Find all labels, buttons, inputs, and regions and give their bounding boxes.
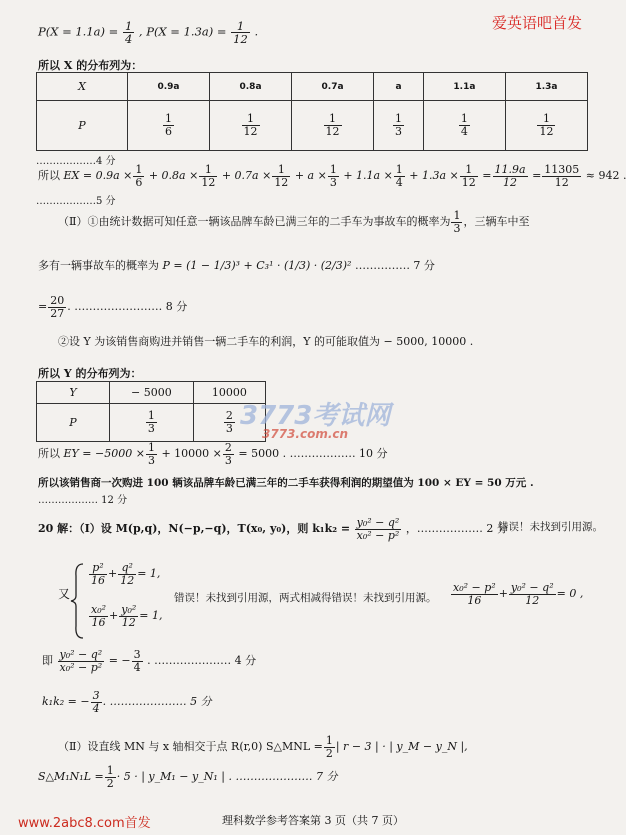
table-cell: − 5000 <box>110 382 194 404</box>
ji-line: 即 $\frac{\text{y₀² − q²}}{\text{x₀² − p²}}$ = − $\frac{3}{4}$ . ………………… 4 分 <box>42 648 257 674</box>
table-cell: 0.8a <box>210 73 292 101</box>
table-cell: $\frac{1}{4}$ <box>423 101 505 151</box>
table-row <box>37 101 588 151</box>
score-12: ……………… 12 分 <box>38 495 128 506</box>
table-cell: 0.7a <box>292 73 374 101</box>
table-cell: 1.1a <box>423 73 505 101</box>
table-cell: 0.9a <box>128 73 210 101</box>
part2-line-c: = $\frac{20}{27}$ . …………………… 8 分 <box>38 294 188 320</box>
conclusion-text: 所以该销售商一次购进 100 辆该品牌车龄已满三年的二手车获得利润的期望值为 100 × EY = 50 万元 . <box>38 477 534 489</box>
score-5: ………………5 分 <box>36 196 116 207</box>
table-row <box>37 73 588 101</box>
page-footer: 理科数学参考答案第 3 页（共 7 页） <box>222 814 404 827</box>
table2-caption: 所以 Y 的分布列为： <box>38 367 142 380</box>
table1-caption: 所以 X 的分布列为： <box>38 59 143 72</box>
watermark-logo: 3773考试网 <box>240 401 391 431</box>
table-cell: $\frac{2}{3}$ <box>193 404 265 442</box>
system-eq-2: $\frac{\text{x₀²}}{16}$ + $\frac{\text{y₀²}}{12}$ = 1, <box>91 603 163 629</box>
part2-line-b: 多有一辆事故车的概率为 P = (1 − 1/3)³ + C₃¹ · (1/3) · (2/3)² …………… 7 分 <box>38 259 435 272</box>
distribution-table-y <box>36 381 266 442</box>
table-cell: 10000 <box>193 382 265 404</box>
table-cell: $\frac{1}{3}$ <box>374 101 424 151</box>
error-note-mid: 错误！未找到引用源，两式相减得错误！未找到引用源。 <box>174 592 437 604</box>
part2-line-d: ②设 Y 为该销售商购进并销售一辆二手车的利润，Y 的可能取值为 − 5000, 10000 . <box>58 335 474 348</box>
score-4: ………………4 分 <box>36 156 116 167</box>
table-cell: P <box>37 101 128 151</box>
table-cell: $\frac{1}{6}$ <box>128 101 210 151</box>
watermark-url: 3773.com.cn <box>262 427 349 441</box>
table-cell: Y <box>37 382 110 404</box>
q20-intro: 20 解：（Ⅰ）设 M(p,q)，N(−p,−q)，T(x₀, y₀)，则 k₁k₂ = $\frac{\text{y₀² − q²}}{\text{x₀² − p²}}$ ，……………… 2 分 <box>38 516 508 542</box>
error-note-1: 错误！未找到引用源。 <box>498 521 603 533</box>
table-cell: $\frac{1}{12}$ <box>210 101 292 151</box>
part2-area: （Ⅱ）设直线 MN 与 x 轴相交于点 R(r,0) S△MNL = $\frac{1}{2}$ | r − 3 | · | y_M − y_N |, <box>58 734 468 760</box>
table-cell: $\frac{1}{3}$ <box>110 404 194 442</box>
table-row <box>37 382 266 404</box>
difference-equation: $\frac{\text{x₀² − p²}}{16}$ + $\frac{\text{y₀² − q²}}{12}$ = 0 , <box>453 581 584 607</box>
label-you: 又 <box>58 587 71 601</box>
table-cell: $\frac{1}{12}$ <box>505 101 587 151</box>
expectation-ey: 所以 EY = −5000 × $\frac{1}{3}$ + 10000 × $\frac{2}{3}$ = 5000 . ……………… 10 分 <box>38 441 388 467</box>
distribution-table-x <box>36 72 588 151</box>
brand-top-right: 爱英语吧首发 <box>492 14 583 32</box>
brand-bottom-left: www.2abc8.com首发 <box>18 816 151 831</box>
probability-line: P(X = 1.1a) = $\frac{1}{4}$ , P(X = 1.3a) = $\frac{1}{12}$ . <box>38 19 259 47</box>
table-cell: 1.3a <box>505 73 587 101</box>
system-eq-1: $\frac{\text{p²}}{16}$ + $\frac{\text{q²}}{12}$ = 1, <box>91 561 161 587</box>
table-cell: a <box>374 73 424 101</box>
last-area: S△M₁N₁L = $\frac{1}{2}$ · 5 · | y_M₁ − y_N₁ | . ………………… 7 分 <box>38 764 338 790</box>
table-cell: $\frac{1}{12}$ <box>292 101 374 151</box>
system-brace <box>69 562 85 640</box>
expectation-ex: 所以 EX = 0.9a × $\frac{1}{6}$ + 0.8a × $\frac{1}{12}$ + 0.7a × $\frac{1}{12}$ + a × $\frac{1}{3}$ + 1.1a × $\frac{1}{4}$ + 1.3a × $\frac{1}{12}$ = $\frac{11.9a}{12}$ = $\frac{11305}{12}$ ≈ 942 . <box>38 163 626 189</box>
part2-line-a: （Ⅱ）①由统计数据可知任意一辆该品牌车龄已满三年的二手车为事故车的概率为 $\frac{1}{3}$ ，三辆车中至 <box>58 209 530 235</box>
table-cell: P <box>37 404 110 442</box>
table-row <box>37 404 266 442</box>
table-cell: X <box>37 73 128 101</box>
k1k2-result: k₁k₂ = − $\frac{3}{4}$ . ………………… 5 分 <box>42 689 212 715</box>
